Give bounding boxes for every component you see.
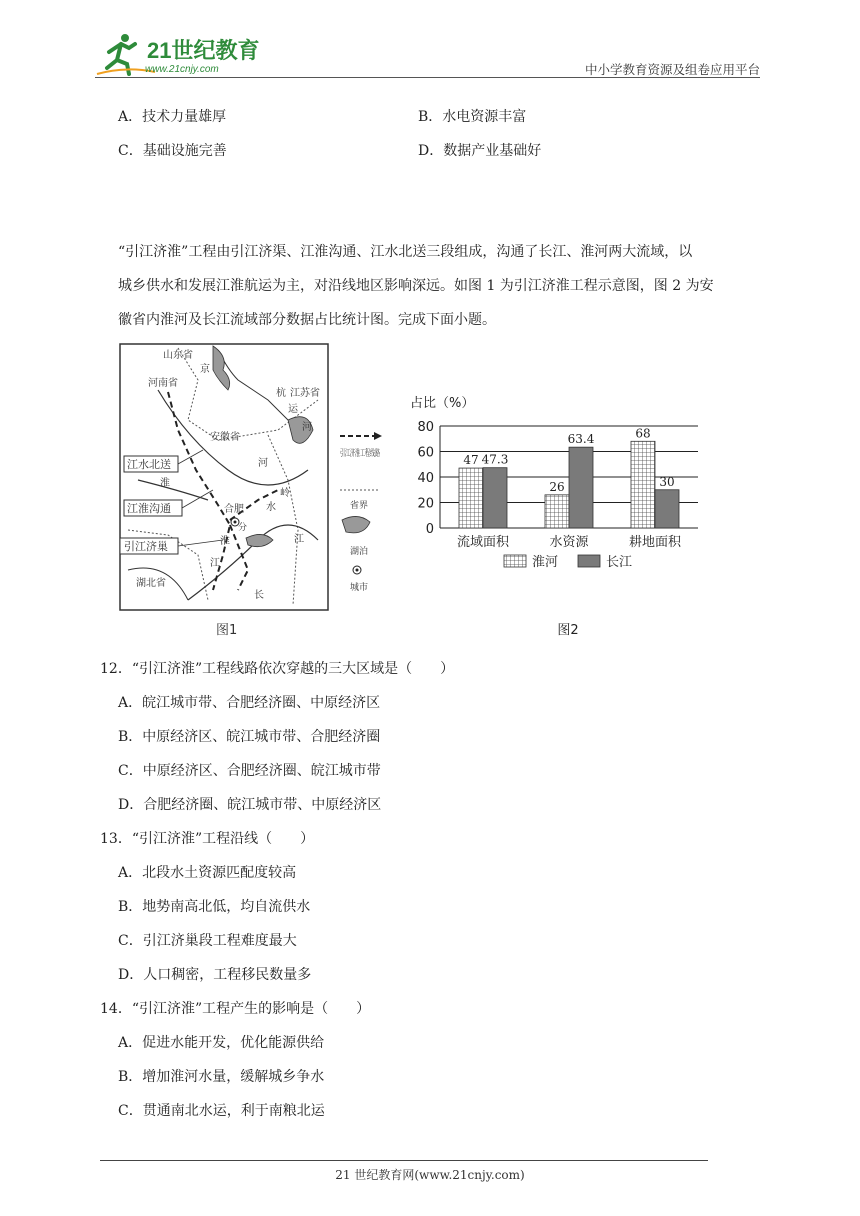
label-jing: 京	[200, 364, 210, 375]
province-boundary	[268, 435, 298, 605]
label-jiang: 江	[210, 558, 220, 569]
svg-text:www.21cnjy.com: www.21cnjy.com	[145, 64, 219, 75]
header-divider	[95, 77, 760, 78]
question-13-stem: 13．“引江济淮”工程沿线（ ）	[100, 831, 315, 847]
map-figure	[120, 344, 328, 638]
bar-淮河	[545, 495, 569, 528]
option-d: D．数据产业基础好	[418, 143, 542, 159]
label-huai: 淮	[220, 536, 230, 547]
y-tick-label: 40	[417, 471, 434, 486]
legend-swatch	[578, 555, 600, 567]
label-he: 河	[302, 422, 312, 433]
data-label: 47	[463, 453, 479, 468]
question-12-option[interactable]: D．合肥经济圈、皖江城市带、中原经济区	[118, 797, 382, 813]
data-label: 30	[659, 474, 675, 489]
label-ling: 岭	[280, 488, 290, 499]
legend-boundary-label: 省界	[350, 501, 369, 511]
question-12-stem: 12．“引江济淮”工程线路依次穿越的三大区域是（ ）	[100, 661, 455, 677]
segment-label-north: 江水北送	[127, 458, 171, 471]
legend-route-label: 引江济淮工程线路	[340, 449, 413, 459]
question-12-option[interactable]: C．中原经济区、合肥经济圈、皖江城市带	[118, 763, 381, 779]
data-label: 68	[635, 426, 651, 441]
bar-长江	[569, 447, 593, 528]
question-13-option[interactable]: A．北段水土资源匹配度较高	[118, 865, 297, 881]
label-henan: 河南省	[148, 378, 178, 389]
question-13-option[interactable]: D．人口稠密，工程移民数量多	[118, 967, 312, 983]
intro-line: 城乡供水和发展江淮航运为主，对沿线地区影响深远。如图 1 为引江济淮工程示意图，图 2 为安	[118, 278, 714, 294]
intro-line: “引江济淮”工程由引江济渠、江淮沟通、江水北送三段组成，沟通了长江、淮河两大流域，以	[118, 244, 693, 260]
legend-swatch	[504, 555, 526, 567]
label-chang: 长	[254, 590, 264, 601]
bar-淮河	[459, 468, 483, 528]
figure	[118, 340, 703, 640]
data-label: 47.3	[481, 452, 509, 467]
y-tick-label: 60	[417, 445, 434, 461]
bar-长江	[483, 468, 507, 528]
svg-text:21世纪教育: 21世纪教育	[147, 38, 260, 63]
label-hang: 杭	[276, 388, 286, 399]
question-14-stem: 14．“引江济淮”工程产生的影响是（ ）	[100, 1001, 371, 1017]
x-tick-label: 水资源	[549, 535, 589, 550]
segment-label-middle: 江淮沟通	[127, 502, 171, 515]
bar-chart	[410, 395, 698, 638]
label-hubei: 湖北省	[136, 578, 166, 589]
legend-lake-label: 湖泊	[350, 547, 369, 557]
footer-divider	[100, 1160, 708, 1161]
label-anhui: 安徽省	[210, 432, 240, 443]
option-c: C．基础设施完善	[118, 143, 227, 159]
question-13-option[interactable]: B．地势南高北低，均自流供水	[118, 899, 311, 915]
y-axis-label: 占比（%）	[410, 396, 475, 411]
question-14-option[interactable]: C．贯通南北水运，利于南粮北运	[118, 1103, 325, 1119]
label-jiang: 江	[294, 534, 304, 545]
chao-lake	[246, 534, 273, 546]
label-huai: 淮	[160, 478, 170, 489]
legend-lake-shape	[342, 516, 370, 532]
x-tick-label: 流域面积	[456, 535, 510, 550]
question-12-option[interactable]: A．皖江城市带、合肥经济圈、中原经济区	[118, 695, 381, 711]
logo	[95, 30, 265, 78]
footer-text: 21 世纪教育网(www.21cnjy.com)	[335, 1168, 525, 1182]
label-hefei: 合肥	[224, 504, 244, 515]
tributary	[138, 480, 208, 500]
label-shandong: 山东省	[163, 350, 193, 361]
label-fen: 分	[238, 523, 248, 533]
segment-label-south: 引江济巢	[124, 540, 168, 553]
label-shui: 水	[266, 502, 276, 513]
legend-city-label: 城市	[350, 583, 369, 593]
y-tick-label: 20	[417, 496, 434, 512]
platform-name: 中小学教育资源及组卷应用平台	[584, 62, 760, 77]
question-12-option[interactable]: B．中原经济区、皖江城市带、合肥经济圈	[118, 729, 381, 745]
label-he: 河	[258, 458, 268, 469]
legend-label: 长江	[606, 555, 633, 570]
option-b: B．水电资源丰富	[418, 109, 527, 125]
y-tick-label: 80	[417, 420, 434, 435]
option-a: A．技术力量雄厚	[118, 109, 227, 125]
data-label: 63.4	[567, 432, 595, 447]
legend-label: 淮河	[532, 555, 559, 570]
question-13-option[interactable]: C．引江济巢段工程难度最大	[118, 933, 297, 949]
label-yun: 运	[288, 404, 298, 415]
question-14-option[interactable]: B．增加淮河水量，缓解城乡争水	[118, 1069, 325, 1085]
intro-paragraph	[118, 235, 758, 337]
page-header	[95, 30, 760, 80]
data-label: 26	[549, 479, 565, 494]
map-caption: 图1	[216, 623, 238, 638]
bar-长江	[655, 490, 679, 528]
chart-caption: 图2	[557, 623, 579, 638]
label-jiangsu: 江苏省	[290, 388, 320, 399]
x-tick-label: 耕地面积	[628, 535, 682, 550]
map-legend	[340, 432, 413, 593]
intro-line: 徽省内淮河及长江流域部分数据占比统计图。完成下面小题。	[118, 312, 496, 328]
y-tick-label: 0	[425, 522, 434, 537]
question-14-option[interactable]: A．促进水能开发，优化能源供给	[118, 1035, 325, 1051]
lake	[213, 346, 230, 390]
bar-淮河	[631, 441, 655, 528]
